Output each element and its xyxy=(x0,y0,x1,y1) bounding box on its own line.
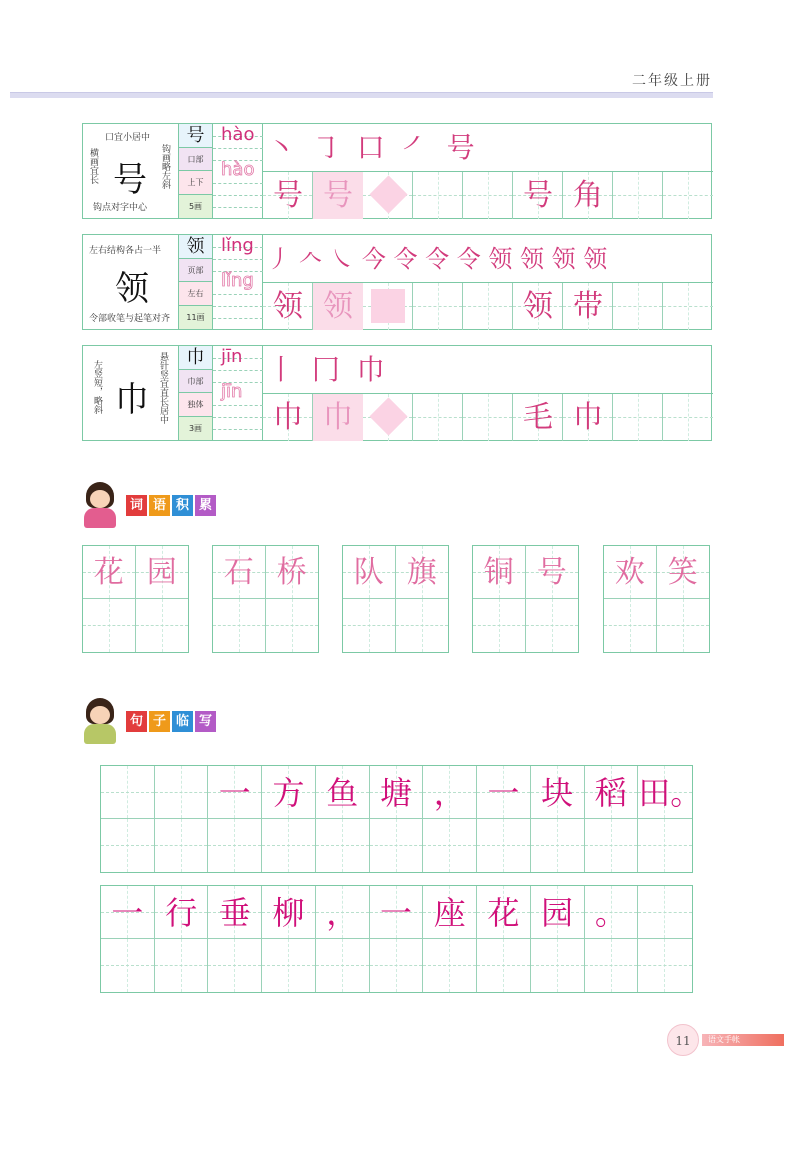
word-char: 巾 xyxy=(573,400,603,435)
model-char: 领 xyxy=(273,289,303,324)
sentence-cell[interactable] xyxy=(370,939,424,992)
header-divider xyxy=(10,92,713,98)
meta-strokes: 11画 xyxy=(179,306,212,330)
trace-char: 领 xyxy=(313,283,363,330)
trace-char: 巾 xyxy=(313,394,363,441)
pinyin-guide-line xyxy=(213,259,263,260)
sentence-cell[interactable] xyxy=(477,939,531,992)
sentence-grid-2 xyxy=(100,885,693,993)
sentence-char: 行 xyxy=(165,894,198,932)
writing-boxes xyxy=(263,282,713,329)
word-cell[interactable] xyxy=(396,546,449,599)
writing-box[interactable] xyxy=(663,394,713,441)
word-cell[interactable] xyxy=(83,599,136,652)
tip-text: 口宜小居中 xyxy=(105,133,151,143)
char-meta-column xyxy=(179,124,213,218)
sentence-cell[interactable] xyxy=(477,766,531,819)
char-row-jin xyxy=(82,345,712,441)
sentence-char: 座 xyxy=(433,894,466,932)
sentence-cell[interactable] xyxy=(423,939,477,992)
pinyin-guide-line xyxy=(213,294,263,295)
sentence-cell[interactable] xyxy=(155,939,209,992)
word-char: 园 xyxy=(146,555,177,590)
sentence-cell[interactable] xyxy=(477,886,531,939)
word-cell[interactable] xyxy=(343,546,396,599)
pinyin-guide-line xyxy=(213,195,263,196)
word-char: 领 xyxy=(523,289,553,324)
sentence-cell[interactable] xyxy=(370,819,424,872)
word-char: 桥 xyxy=(276,555,307,590)
pinyin-guide-line xyxy=(213,183,263,184)
word-cell[interactable] xyxy=(213,599,266,652)
tip-text: 横画宜长 xyxy=(88,148,98,184)
footer-strip xyxy=(702,1034,784,1046)
sentence-cell[interactable] xyxy=(262,819,316,872)
writing-box[interactable] xyxy=(413,172,463,219)
writing-boxes xyxy=(263,393,713,440)
char-meta-column xyxy=(179,346,213,440)
writing-box[interactable] xyxy=(513,172,563,219)
word-char: 号 xyxy=(536,555,567,590)
sentence-cell[interactable] xyxy=(638,819,692,872)
meta-strokes: 3画 xyxy=(179,417,212,441)
char-row-hao xyxy=(82,123,712,219)
word-char: 队 xyxy=(353,555,384,590)
word-char: 带 xyxy=(573,289,603,324)
pinyin-guide-line xyxy=(213,318,263,319)
sentence-char: 塘 xyxy=(379,774,412,812)
sentence-cell[interactable] xyxy=(316,886,370,939)
sentence-char: 一 xyxy=(379,894,412,932)
section-title-char: 子 xyxy=(149,711,170,732)
writing-box[interactable] xyxy=(363,283,413,330)
word-cell[interactable] xyxy=(473,599,526,652)
writing-box[interactable] xyxy=(613,394,663,441)
word-char: 花 xyxy=(93,555,124,590)
section-title-char: 积 xyxy=(172,495,193,516)
sentence-cell[interactable] xyxy=(208,819,262,872)
meta-char: 号 xyxy=(179,124,212,148)
sentence-cell[interactable] xyxy=(638,939,692,992)
square-marker xyxy=(371,289,405,323)
word-cell[interactable] xyxy=(604,546,657,599)
tip-text: 钩点对字中心 xyxy=(93,203,148,213)
word-char: 毛 xyxy=(523,400,553,435)
pinyin-text: jīn xyxy=(221,346,243,367)
pinyin-text: hào xyxy=(221,124,255,145)
sentence-cell[interactable] xyxy=(638,886,692,939)
pinyin-trace: jīn xyxy=(221,381,243,402)
writing-box[interactable] xyxy=(563,283,613,330)
sentence-cell[interactable] xyxy=(585,886,639,939)
sentence-cell[interactable] xyxy=(585,819,639,872)
pinyin-column xyxy=(213,124,263,218)
pinyin-guide-line xyxy=(213,148,263,149)
writing-box[interactable] xyxy=(563,172,613,219)
sentence-char: 花 xyxy=(487,894,520,932)
sentence-grid-1 xyxy=(100,765,703,873)
sentence-cell[interactable] xyxy=(101,819,155,872)
sentence-cell[interactable] xyxy=(423,766,477,819)
writing-box[interactable] xyxy=(663,172,713,219)
section-title-char: 临 xyxy=(172,711,193,732)
word-cell[interactable] xyxy=(526,599,579,652)
sentence-char: 田。 xyxy=(638,774,703,812)
pinyin-guide-line xyxy=(213,429,263,430)
meta-char: 巾 xyxy=(179,346,212,370)
writing-box[interactable] xyxy=(413,394,463,441)
sentence-cell[interactable] xyxy=(423,886,477,939)
sentence-cell[interactable] xyxy=(101,939,155,992)
word-cell[interactable] xyxy=(136,599,189,652)
tip-text: 左右结构各占一半 xyxy=(89,246,162,256)
sentence-cell[interactable] xyxy=(208,939,262,992)
word-char: 欢 xyxy=(614,555,645,590)
sentence-cell[interactable] xyxy=(531,819,585,872)
model-char: 巾 xyxy=(273,400,303,435)
writing-box[interactable] xyxy=(663,283,713,330)
meta-radical: 巾部 xyxy=(179,370,212,394)
writing-box[interactable] xyxy=(263,283,313,330)
char-info-panel xyxy=(83,346,179,440)
word-cell[interactable] xyxy=(83,546,136,599)
sentence-cell[interactable] xyxy=(155,766,209,819)
stroke-order: ㇔ ㇆ 口 ㇒ 号 xyxy=(267,131,479,164)
sentence-char: 一 xyxy=(487,774,520,812)
trace-char: 号 xyxy=(313,172,363,219)
word-cell[interactable] xyxy=(526,546,579,599)
sentence-cell[interactable] xyxy=(370,766,424,819)
word-char: 旗 xyxy=(406,555,437,590)
meta-structure: 左右 xyxy=(179,282,212,306)
word-cell[interactable] xyxy=(473,546,526,599)
sentence-cell[interactable] xyxy=(316,819,370,872)
page-header-title: 二年级上册 xyxy=(632,73,712,89)
sentence-cell[interactable] xyxy=(208,886,262,939)
writing-box[interactable] xyxy=(563,394,613,441)
writing-box[interactable] xyxy=(413,283,463,330)
meta-radical: 页部 xyxy=(179,259,212,283)
sentence-cell[interactable] xyxy=(585,939,639,992)
sentence-char: 垂 xyxy=(218,894,251,932)
sentence-cell[interactable] xyxy=(316,939,370,992)
pinyin-trace: lǐng xyxy=(221,270,254,291)
section-title-char: 句 xyxy=(126,711,147,732)
word-cell[interactable] xyxy=(266,546,319,599)
sentence-cell[interactable] xyxy=(262,886,316,939)
meta-char: 领 xyxy=(179,235,212,259)
teacher-avatar-icon xyxy=(80,698,120,744)
word-block xyxy=(342,545,449,653)
sentence-char: ， xyxy=(326,894,359,932)
section-title-char: 累 xyxy=(195,495,216,516)
word-char: 石 xyxy=(223,555,254,590)
sentence-char: 块 xyxy=(541,774,574,812)
word-cell[interactable] xyxy=(266,599,319,652)
word-block xyxy=(472,545,579,653)
section-title-char: 词 xyxy=(126,495,147,516)
section-title-tags xyxy=(126,711,218,732)
word-cell[interactable] xyxy=(604,599,657,652)
writing-box[interactable] xyxy=(313,172,363,219)
writing-box[interactable] xyxy=(613,172,663,219)
pinyin-column xyxy=(213,346,263,440)
writing-box[interactable] xyxy=(463,172,513,219)
stroke-order: 丿 𠆢 ㇏ 今 令 令 令 领 领 领 领 xyxy=(267,245,608,273)
word-char: 角 xyxy=(573,178,603,213)
girl-avatar-icon xyxy=(80,482,120,528)
word-char: 笑 xyxy=(667,555,698,590)
word-cell[interactable] xyxy=(657,599,710,652)
word-cell[interactable] xyxy=(213,546,266,599)
pinyin-guide-line xyxy=(213,306,263,307)
tip-text: 悬针竖宜直长居中 xyxy=(158,352,168,424)
sentence-cell[interactable] xyxy=(316,766,370,819)
sentence-char: 。 xyxy=(594,894,627,932)
writing-box[interactable] xyxy=(363,394,413,441)
char-info-panel xyxy=(83,235,179,329)
word-char: 铜 xyxy=(483,555,514,590)
writing-box[interactable] xyxy=(513,394,563,441)
practice-area xyxy=(263,124,713,218)
sentence-cell[interactable] xyxy=(531,766,585,819)
writing-box[interactable] xyxy=(463,283,513,330)
sentence-cell[interactable] xyxy=(101,886,155,939)
large-char: 巾 xyxy=(115,380,149,420)
pinyin-guide-line xyxy=(213,370,263,371)
sentence-cell[interactable] xyxy=(262,939,316,992)
word-cell[interactable] xyxy=(343,599,396,652)
sentence-char: 一 xyxy=(218,774,251,812)
sentence-cell[interactable] xyxy=(423,819,477,872)
diamond-marker xyxy=(369,397,407,435)
word-block xyxy=(603,545,710,653)
writing-box[interactable] xyxy=(513,283,563,330)
writing-boxes xyxy=(263,171,713,218)
writing-box[interactable] xyxy=(613,283,663,330)
pinyin-guide-line xyxy=(213,207,263,208)
pinyin-guide-line xyxy=(213,405,263,406)
tip-text: 令部收笔与起笔对齐 xyxy=(89,314,171,324)
writing-box[interactable] xyxy=(363,172,413,219)
word-block xyxy=(82,545,189,653)
char-info-panel xyxy=(83,124,179,218)
sentence-cell[interactable] xyxy=(585,766,639,819)
meta-structure: 上下 xyxy=(179,171,212,195)
word-cell[interactable] xyxy=(136,546,189,599)
word-cell[interactable] xyxy=(657,546,710,599)
sentence-cell[interactable] xyxy=(531,939,585,992)
word-cell[interactable] xyxy=(396,599,449,652)
sentence-cell[interactable] xyxy=(531,886,585,939)
sentence-char: 一 xyxy=(111,894,144,932)
sentence-char: 鱼 xyxy=(326,774,359,812)
practice-area xyxy=(263,346,713,440)
char-meta-column xyxy=(179,235,213,329)
sentence-cell[interactable] xyxy=(370,886,424,939)
practice-area xyxy=(263,235,713,329)
word-block xyxy=(212,545,319,653)
sentence-cell[interactable] xyxy=(155,819,209,872)
page-number: 11 xyxy=(667,1024,699,1056)
sentence-cell[interactable] xyxy=(101,766,155,819)
pinyin-text: lǐng xyxy=(221,235,254,256)
sentence-cell[interactable] xyxy=(477,819,531,872)
section-title-char: 语 xyxy=(149,495,170,516)
sentence-section-heading xyxy=(80,698,218,744)
section-title-char: 写 xyxy=(195,711,216,732)
model-char: 号 xyxy=(273,178,303,213)
sentence-char: ， xyxy=(433,774,466,812)
sentence-cell[interactable] xyxy=(638,766,703,819)
char-row-ling xyxy=(82,234,712,330)
word-section-heading xyxy=(80,482,218,528)
large-char: 领 xyxy=(115,269,149,309)
sentence-cell[interactable] xyxy=(155,886,209,939)
sentence-char: 园 xyxy=(541,894,574,932)
word-char: 号 xyxy=(523,178,553,213)
footer-strip-text: 语文手帐 xyxy=(708,1035,740,1044)
meta-radical: 口部 xyxy=(179,148,212,172)
stroke-order: 丨 冂 巾 xyxy=(267,353,389,386)
pinyin-column xyxy=(213,235,263,329)
tip-text: 左竖短，略斜 xyxy=(92,360,102,414)
sentence-cell[interactable] xyxy=(262,766,316,819)
tip-text: 钩画略左斜 xyxy=(160,144,170,189)
pinyin-trace: hào xyxy=(221,159,255,180)
sentence-char: 方 xyxy=(272,774,305,812)
writing-box[interactable] xyxy=(313,283,363,330)
section-title-tags xyxy=(126,495,218,516)
writing-box[interactable] xyxy=(313,394,363,441)
sentence-char: 柳 xyxy=(272,894,305,932)
writing-box[interactable] xyxy=(263,172,313,219)
large-char: 号 xyxy=(113,160,147,200)
meta-structure: 独体 xyxy=(179,393,212,417)
writing-box[interactable] xyxy=(263,394,313,441)
meta-strokes: 5画 xyxy=(179,195,212,219)
pinyin-guide-line xyxy=(213,417,263,418)
diamond-marker xyxy=(369,175,407,213)
sentence-cell[interactable] xyxy=(208,766,262,819)
sentence-char: 稻 xyxy=(594,774,627,812)
writing-box[interactable] xyxy=(463,394,513,441)
